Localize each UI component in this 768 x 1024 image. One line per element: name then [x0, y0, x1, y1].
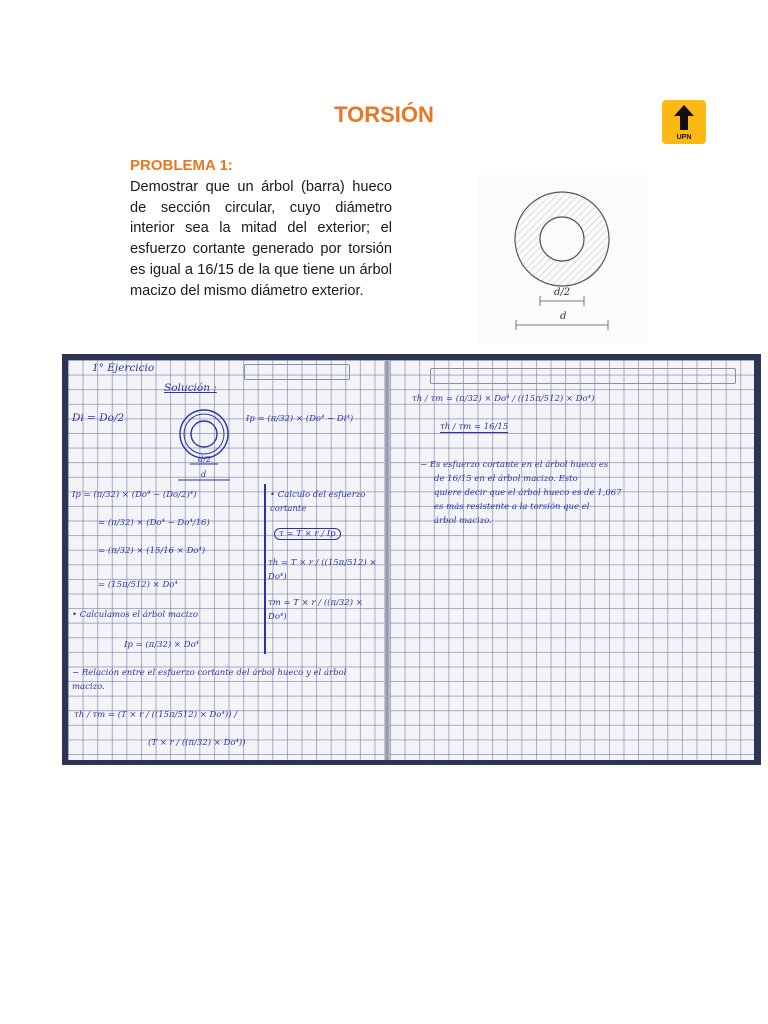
conclusion-line: es más resistente a la torsión que el	[434, 502, 590, 512]
tau-equation: τ = T × r / Ip	[274, 528, 341, 540]
ip-macizo: Ip = (π/32) × Do⁴	[124, 640, 200, 650]
inner-diameter-label: d/2	[554, 287, 571, 298]
ring-inner-label: d/2	[198, 455, 211, 464]
header-box	[244, 364, 350, 380]
divider-line	[264, 484, 266, 654]
ratio-equation: τh / τm = (π/32) × Do⁴ / ((15π/512) × Do⁴)	[412, 394, 595, 404]
arrow-up-icon	[662, 102, 706, 136]
page-title: TORSIÓN	[334, 102, 434, 127]
conclusion-line: quiere decir que el árbol hueco es de 1,067	[434, 488, 622, 498]
conclusion-line: de 16/15 en el árbol macizo. Esto	[434, 474, 578, 484]
relation-note: − Relación entre el esfuerzo cortante del árbol hueco y el árbol macizo.	[72, 668, 347, 692]
di-equation: Di = Do/2	[72, 412, 125, 424]
header-box	[430, 368, 736, 384]
th-equation: τh = T × r / ((15π/512) × Do⁴)	[268, 558, 377, 582]
conclusion-line: árbol macizo.	[434, 516, 492, 526]
notebook-right-page	[390, 360, 754, 760]
solution-heading: Solución :	[164, 382, 217, 394]
upn-logo	[662, 100, 706, 144]
tm-equation: τm = T × r / ((π/32) × Do⁴)	[268, 598, 363, 622]
ring-sketch	[164, 396, 244, 486]
derivation-line: Ip = (π/32) × (Do⁴ − (Do/2)⁴)	[72, 490, 197, 500]
problem-statement: Demostrar que un árbol (barra) hueco de sección circular, cuyo diámetro interior sea la mitad del exterior; el esfuerzo cortante generado por torsión es igual a 16/15 de la que tiene un árbol macizo del mismo diámetro exterior.	[130, 179, 392, 299]
ip-equation: Ip = (π/32) × (Do⁴ − Di⁴)	[246, 414, 354, 424]
outer-diameter-label: d	[560, 311, 567, 322]
exercise-heading: 1° Ejercicio	[92, 362, 155, 374]
notebook-left-page	[68, 360, 384, 760]
derivation-line: = (π/32) × (Do⁴ − Do⁴/16)	[98, 518, 210, 528]
ratio-denominator: (T × r / ((π/32) × Do⁴))	[148, 738, 246, 748]
notebook-photo	[62, 354, 761, 765]
macizo-note: • Calculamos el árbol macizo	[72, 610, 199, 620]
conclusion-line: − Es esfuerzo cortante en el árbol hueco es	[420, 460, 609, 470]
derivation-line: = (15π/512) × Do⁴	[98, 580, 178, 590]
shear-note: • Calculo del esfuerzo cortante	[270, 490, 366, 514]
cross-section-figure	[478, 175, 648, 343]
derivation-line: = (π/32) × (15/16 × Do⁴)	[98, 546, 206, 556]
ratio-result: τh / τm = 16/15	[440, 422, 509, 432]
ratio-numerator: τh / τm = (T × r / ((15π/512) × Do⁴)) /	[74, 710, 238, 720]
ring-outer-label: d	[201, 470, 207, 479]
problem-title: PROBLEMA 1:	[130, 157, 233, 174]
logo-text: UPN	[676, 134, 692, 141]
